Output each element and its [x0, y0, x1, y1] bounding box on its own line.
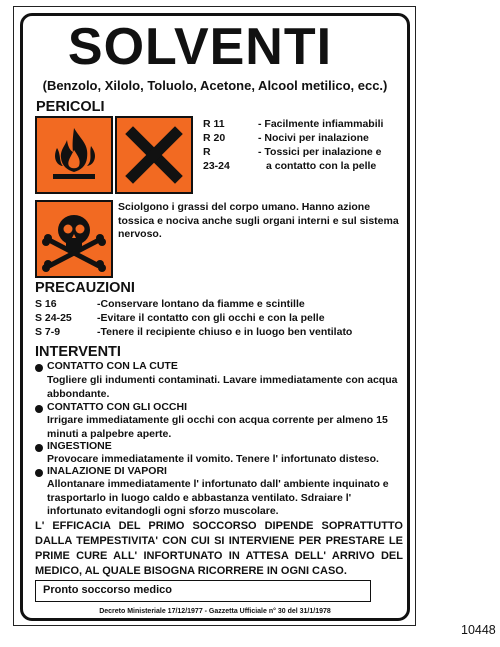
first-aid-notice: L' EFFICACIA DEL PRIMO SOCCORSO DIPENDE SOPRATTUTTO DALLA TEMPESTIVITA' CON CUI SI INTERVIENE PER PRESTARE LE PRIME CURE ALL' INFORTUNATO IN ATTESA DELL' ARRIVO DEL MEDICO, AL QUALE BISOGNA RICORRERE IN OGNI CASO.	[35, 520, 403, 577]
skull-crossbones-icon	[35, 200, 113, 278]
precaution-code: S 16	[35, 298, 57, 310]
harmful-cross-icon	[115, 116, 193, 194]
bullet-icon	[35, 469, 43, 477]
precaution-text: -Evitare il contatto con gli occhi e con la pelle	[97, 312, 325, 324]
product-code: 10448	[461, 623, 496, 637]
bullet-icon	[35, 444, 43, 452]
risk-code: R	[203, 146, 211, 158]
precaution-code: S 7-9	[35, 326, 61, 338]
risk-code: 23-24	[203, 160, 230, 172]
precaution-text: -Tenere il recipiente chiuso e in luogo ben ventilato	[97, 326, 353, 338]
intervention-text: Togliere gli indumenti contaminati. Lavare immediatamente con acqua abbondante.	[47, 374, 398, 400]
flame-icon	[35, 116, 113, 194]
risk-code: R 11	[203, 118, 225, 130]
intervention-title: INALAZIONE DI VAPORI	[47, 465, 167, 477]
intervention-title: CONTATTO CON LA CUTE	[47, 360, 178, 372]
hazard-description: Sciolgono i grassi del corpo umano. Hanno azione tossica e nociva anche sugli organi interni e sul sistema nervoso.	[118, 201, 399, 240]
precaution-text: -Conservare lontano da fiamme e scintille	[97, 298, 305, 310]
risk-code: R 20	[203, 132, 226, 144]
decree-reference: Decreto Ministeriale 17/12/1977 - Gazzetta Ufficiale n° 30 del 31/1/1978	[99, 608, 331, 615]
risk-text: a contatto con la pelle	[266, 160, 377, 172]
intervention-text: Irrigare immediatamente gli occhi con acqua corrente per almeno 15 minuti a palpebre aperte.	[47, 414, 388, 440]
risk-text: - Facilmente infiammabili	[258, 118, 384, 130]
intervention-title: INGESTIONE	[47, 440, 112, 452]
pericoli-heading: PERICOLI	[36, 99, 105, 115]
emergency-contact-field: Pronto soccorso medico	[35, 580, 371, 602]
risk-text: - Tossici per inalazione e	[258, 146, 382, 158]
bullet-icon	[35, 405, 43, 413]
sign-title: SOLVENTI	[67, 18, 333, 76]
bullet-icon	[35, 364, 43, 372]
precauzioni-heading: PRECAUZIONI	[35, 280, 135, 296]
precaution-code: S 24-25	[35, 312, 72, 324]
intervention-text: Provocare immediatamente il vomito. Tenere l' infortunato disteso.	[47, 453, 379, 465]
intervention-title: CONTATTO CON GLI OCCHI	[47, 401, 187, 413]
sign-subtitle: (Benzolo, Xilolo, Toluolo, Acetone, Alcool metilico, ecc.)	[42, 78, 388, 93]
interventi-heading: INTERVENTI	[35, 344, 121, 360]
risk-text: - Nocivi per inalazione	[258, 132, 369, 144]
intervention-text: Allontanare immediatamente l' infortunato dall' ambiente inquinato e trasportarlo in luogo caldo e abbastanza ventilato. Sdraiare l' infortunato evitandogli ogni sforzo muscolare.	[47, 478, 389, 517]
